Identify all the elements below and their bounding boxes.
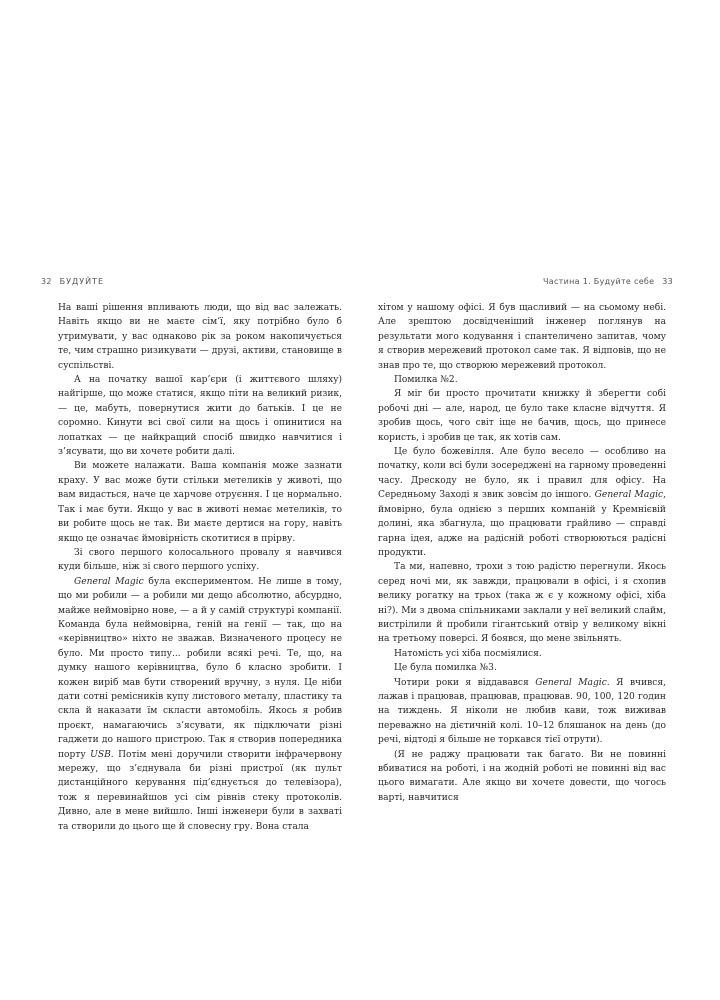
text-run: Натомість усі хіба посміялися.	[394, 648, 542, 659]
text-run: Це було божевілля. Але було весело — особливо на початку, коли всі були зосереджені на гарному проведенні часу. Дрескоду не було, як і правил для офісу. На Середньому Заході я звик зовсім до іншого.	[378, 447, 666, 501]
text-run: Чотири роки я віддавався	[394, 677, 536, 688]
italic-text: General Magic	[594, 490, 664, 501]
paragraph	[378, 387, 666, 445]
left-page-number: 32	[41, 277, 52, 286]
paragraph	[378, 748, 666, 806]
right-page-body	[378, 301, 666, 805]
text-run: А на початку вашої кар’єри (і життєвого шляху) найгірше, що може статися, якщо піти на великий ризик, — це, мабуть, повернутися жити до батьків. І це не соромно. Кинути всі свої сили на щось і опинитися на лопатках — це найкращий спосіб швидко навчитися і з’ясувати, що ви хочете робити далі.	[58, 375, 342, 458]
left-page-body	[58, 301, 342, 834]
paragraph	[378, 560, 666, 646]
paragraph	[58, 301, 342, 373]
text-run: була експериментом. Не лише в тому, що ми робили — а робили ми дещо абсолютно, абсурдно, майже неймовірно нове, — а й у самій структурі компанії. Команда була неймовірна, геній на генії — так, що на «керівництво» ніхто не зважав. Визначеного процесу не було. Ми просто типу... робили всякі речі. Те, що, на думку нашого керівництва, було б класно зробити. І кожен виріб мав бути створений вручну, з нуля. Це ніби дати сотні ремісників купу листового металу, пластику та скла й наказати їм скласти автомобіль. Якось я робив проєкт, намагаючись з’ясувати, як підключати різні гаджети до нашого пристрою. Так я створив попередника порту	[58, 576, 343, 760]
paragraph	[58, 546, 342, 575]
italic-text: General Magic	[535, 677, 607, 688]
text-run: Та ми, напевно, трохи з тою радістю перегнули. Якось серед ночі ми, як завжди, працювали в офісі, і я схопив велику рогатку на трьох (така ж є у кожному офісі, хіба ні?). Ми з двома спільниками заклали у неї великий слайм, вистрілили й пробили гігантський отвір у великому вікні на третьому поверсі. Я боявся, що мене звільнять.	[378, 562, 666, 645]
italic-text: General Magic	[74, 576, 144, 587]
italic-text: USB	[90, 749, 111, 760]
paragraph	[378, 301, 666, 373]
paragraph	[58, 575, 342, 834]
right-page-number: 33	[662, 277, 673, 286]
right-page-header	[543, 277, 678, 286]
paragraph	[378, 647, 666, 661]
paragraph	[58, 373, 342, 459]
text-run: Зі свого першого колосального провалу я навчився куди більше, ніж зі свого першого успіху.	[58, 547, 342, 573]
text-run: , ймовірно, була однією з перших компаній у Кремнієвій долині, яка збагнула, що працювати грайливо — справді гарна ідея, адже на радісній роботі створюються радісні продукти.	[378, 490, 666, 558]
text-run: (Я не раджу працювати так багато. Ви не повинні вбиватися на роботі, і на жодній роботі не повинні від вас цього вимагати. Але якщо ви хочете довести, що чогось варті, навчитися	[378, 749, 666, 803]
paragraph	[378, 373, 666, 387]
text-run: Це була помилка №3.	[394, 663, 497, 674]
left-page-header	[36, 277, 104, 286]
text-run: На ваші рішення впливають люди, що від вас залежать. Навіть якщо ви не маєте сім’ї, яку потрібно було б утримувати, у вас однаково рік за роком накопичується те, чим страшно ризикувати — друзі, активи, становище в суспільстві.	[58, 303, 342, 371]
paragraph	[58, 459, 342, 545]
text-run: Ви можете налажати. Ваша компанія може зазнати краху. У вас може бути стільки метеликів у животі, що вам видасться, наче це харчове отруєння. І це нормально. Так і має бути. Якщо у вас в животі немає метеликів, то ви робите щось не так. Ви маєте дертися на гору, навіть якщо це означає ймовірність скотитися в прірву.	[58, 461, 342, 544]
text-run: Помилка №2.	[394, 375, 458, 386]
text-run: хітом у нашому офісі. Я був щасливий — на сьомому небі. Але зрештою досвідченіший інженер поглянув на результати мого кодування і спантеличено запитав, чому я створив мережевий протокол саме так. Я відповів, що не знав про те, що створюю мережевий протокол.	[378, 303, 666, 371]
paragraph	[378, 445, 666, 560]
right-running-head: Частина 1. Будуйте себе	[542, 277, 655, 286]
text-run: . Я вчився, лажав і працював, працював, працював. 90, 100, 120 годин на тиждень. Я ніколи не любив кави, тож виживав переважно на дієтичній колі. 10–12 бляшанок на день (до речі, відтоді я більше не торкався тієї отрути).	[378, 677, 666, 746]
paragraph	[378, 661, 666, 675]
left-running-head: БУДУЙТЕ	[59, 277, 105, 286]
text-run: Я міг би просто прочитати книжку й зберегти собі робочі дні — але, народ, це було таке класне відчуття. Я зробив щось, чого світ іще не бачив, щось, що принесе користь, і зробив це так, як хотів сам.	[378, 389, 666, 443]
paragraph	[378, 676, 666, 748]
text-run: . Потім мені доручили створити інфрачервону мережу, що з’єднувала би різні пристрої (як пульт дистанційного керування під’єднується до телевізора), тож я перевинайшов усі сім рівнів стеку протоколів. Дивно, але в мене вийшло. Інші інженери були в захваті та створили до цього ще й словесну гру. Вона стала	[58, 749, 342, 832]
